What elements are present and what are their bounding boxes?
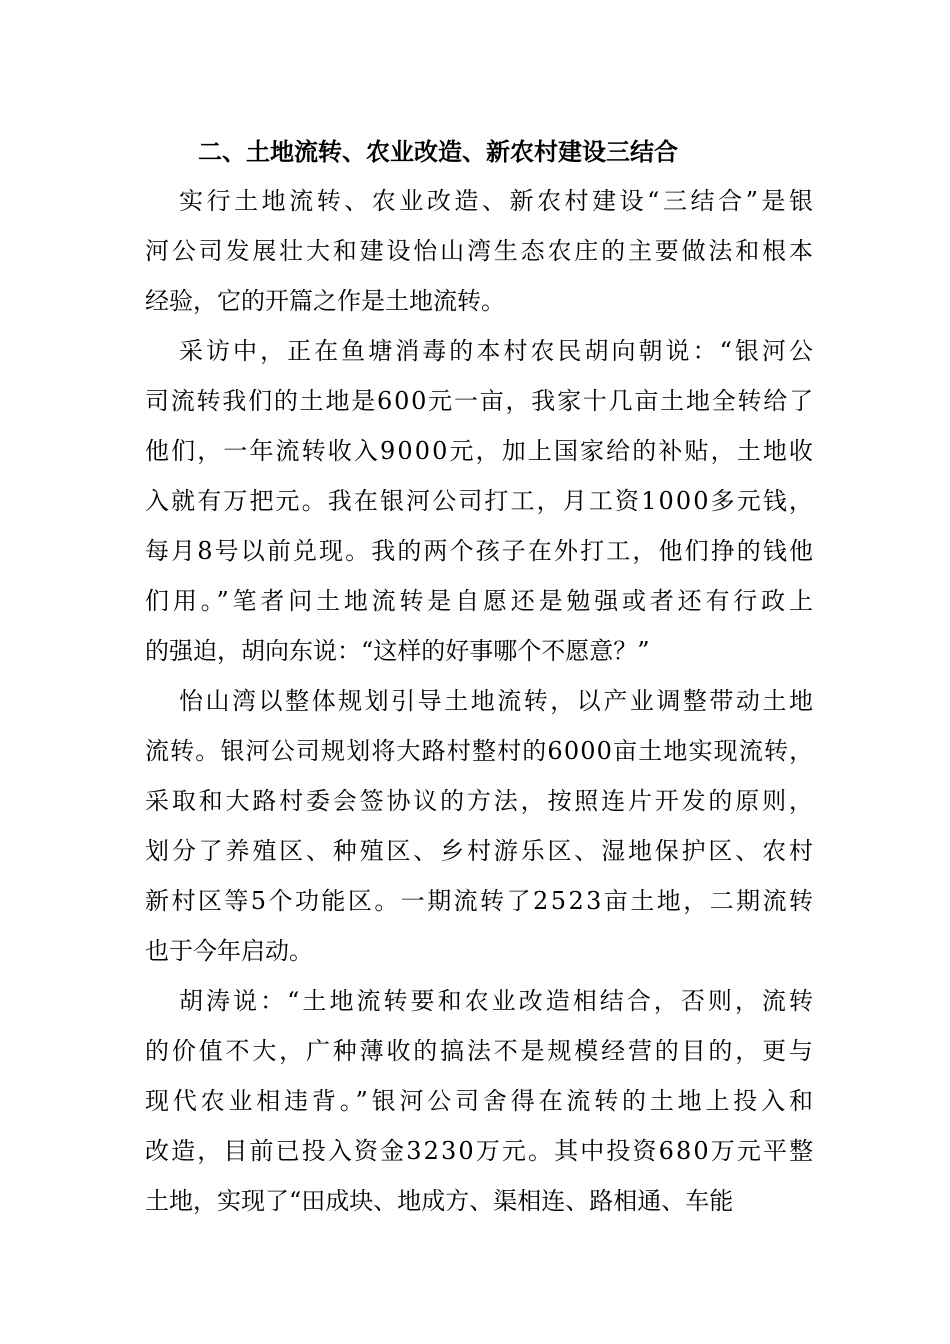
text-line: 每月8号以前兑现。我的两个孩子在外打工，他们挣的钱他 bbox=[145, 537, 816, 565]
text-line: 的价值不大，广种薄收的搞法不是规模经营的目的，更与 bbox=[145, 1037, 816, 1065]
text-line: 河公司发展壮大和建设怡山湾生态农庄的主要做法和根本 bbox=[145, 237, 816, 265]
paragraph-first-line: 实行土地流转、农业改造、新农村建设“三结合”是银 bbox=[179, 187, 817, 215]
text-line: 经验，它的开篇之作是土地流转。 bbox=[145, 287, 505, 315]
text-line: 的强迫，胡向东说：“这样的好事哪个不愿意？” bbox=[145, 637, 650, 665]
text-line: 新村区等5个功能区。一期流转了2523亩土地，二期流转 bbox=[145, 887, 816, 915]
paragraph-first-line: 采访中，正在鱼塘消毒的本村农民胡向朝说：“银河公 bbox=[179, 337, 816, 365]
paragraph-first-line: 怡山湾以整体规划引导土地流转，以产业调整带动土地 bbox=[179, 687, 816, 715]
text-line: 土地，实现了“田成块、地成方、渠相连、路相通、车能 bbox=[145, 1187, 734, 1215]
text-line: 入就有万把元。我在银河公司打工，月工资1000多元钱， bbox=[145, 487, 816, 515]
paragraph-first-line: 胡涛说：“土地流转要和农业改造相结合，否则，流转 bbox=[179, 987, 816, 1015]
text-line: 们用。”笔者问土地流转是自愿还是勉强或者还有行政上 bbox=[145, 587, 817, 615]
text-line: 他们，一年流转收入9000元，加上国家给的补贴，土地收 bbox=[145, 437, 816, 465]
text-line: 划分了养殖区、种殖区、乡村游乐区、湿地保护区、农村 bbox=[145, 837, 816, 865]
text-line: 流转。银河公司规划将大路村整村的6000亩土地实现流转， bbox=[145, 737, 815, 765]
text-line: 也于今年启动。 bbox=[145, 937, 313, 965]
text-line: 司流转我们的土地是600元一亩，我家十几亩土地全转给了 bbox=[145, 387, 815, 415]
text-line: 采取和大路村委会签协议的方法，按照连片开发的原则， bbox=[145, 787, 816, 815]
section-heading: 二、土地流转、农业改造、新农村建设三结合 bbox=[198, 138, 678, 166]
text-line: 改造，目前已投入资金3230万元。其中投资680万元平整 bbox=[145, 1137, 816, 1165]
text-line: 现代农业相违背。”银河公司舍得在流转的土地上投入和 bbox=[145, 1087, 817, 1115]
body-text bbox=[145, 176, 817, 1226]
